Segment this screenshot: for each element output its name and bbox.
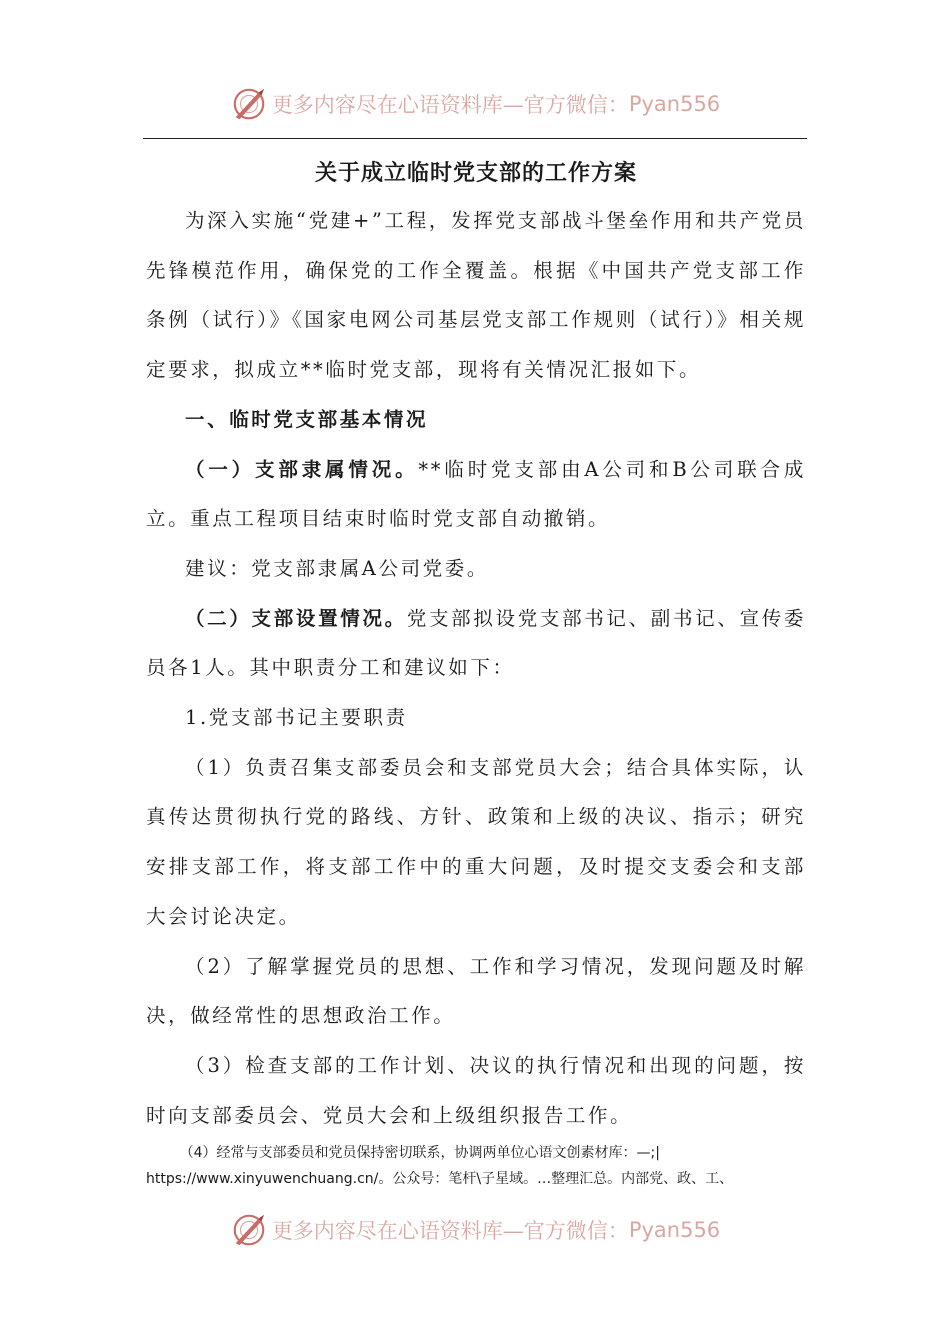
duty-item-4-fragment: [146, 1140, 808, 1192]
small-text-line-1: （4）经常与支部委员和党员保持密切联系，协调两单位心语文创素材库：—;|: [179, 1145, 660, 1161]
header-watermark-banner: [0, 82, 950, 126]
suggestion-paragraph: [146, 544, 806, 594]
subsection-affiliation: [146, 445, 806, 544]
subsection-setup: [146, 594, 806, 693]
paragraph-text: （2）了解掌握党员的思想、工作和学习情况，发现问题及时解决，做经常性的思想政治工作。: [146, 954, 806, 1028]
paragraph-text: 为深入实施“党建+”工程，发挥党支部战斗堡垒作用和共产党员先锋模范作用，确保党的工作全覆盖。根据《中国共产党支部工作条例（试行）》《国家电网公司基层党支部工作规则（试行）》相关规定要求，拟成立**临时党支部，现将有关情况汇报如下。: [146, 209, 806, 382]
header-divider: [143, 138, 807, 139]
section-heading: [146, 395, 806, 445]
paragraph-text: 建议：党支部隶属A公司党委。: [185, 556, 489, 580]
intro-paragraph: [146, 196, 806, 395]
banner-text: 更多内容尽在心语资料库—官方微信：: [271, 93, 629, 117]
duty-heading: [146, 693, 806, 743]
document-title: 关于成立临时党支部的工作方案: [314, 160, 637, 186]
duty-item-2: [146, 942, 806, 1041]
section-heading-text: 一、临时党支部基本情况: [185, 407, 429, 431]
paragraph-text: 1.党支部书记主要职责: [185, 706, 408, 730]
duty-item-1: [146, 743, 806, 942]
quill-logo-icon: [230, 1211, 268, 1249]
subsection-lead: （二）支部设置情况。: [185, 606, 407, 630]
paragraph-text: （1）负责召集支部委员会和支部党员大会；结合具体实际，认真传达贯彻执行党的路线、方针、政策和上级的决议、指示；研究安排支部工作，将支部工作中的重大问题，及时提交支委会和支部大会讨论决定。: [146, 755, 806, 928]
banner-text: 更多内容尽在心语资料库—官方微信：: [271, 1219, 629, 1243]
quill-logo-icon: [230, 85, 268, 123]
footer-watermark-banner: [0, 1208, 950, 1252]
banner-wechat-id: Pyan556: [628, 92, 721, 116]
small-text-line-2: https://www.xinyuwenchuang.cn/。公众号：笔杆\子星域。…整理汇总。内部党、政、工、: [146, 1171, 734, 1187]
banner-wechat-id: Pyan556: [628, 1218, 721, 1242]
subsection-lead: （一）支部隶属情况。: [185, 457, 419, 481]
duty-item-3: [146, 1041, 806, 1140]
document-body: [146, 150, 806, 1140]
paragraph-text: **临时党支部由A公司和B公司联合成立。重点工程项目结束时临时党支部自动撤销。: [146, 457, 806, 531]
paragraph-text: 党支部拟设党支部书记、副书记、宣传委员各1人。其中职责分工和建议如下：: [146, 606, 806, 680]
paragraph-text: （3）检查支部的工作计划、决议的执行情况和出现的问题，按时向支部委员会、党员大会和上级组织报告工作。: [146, 1053, 806, 1127]
